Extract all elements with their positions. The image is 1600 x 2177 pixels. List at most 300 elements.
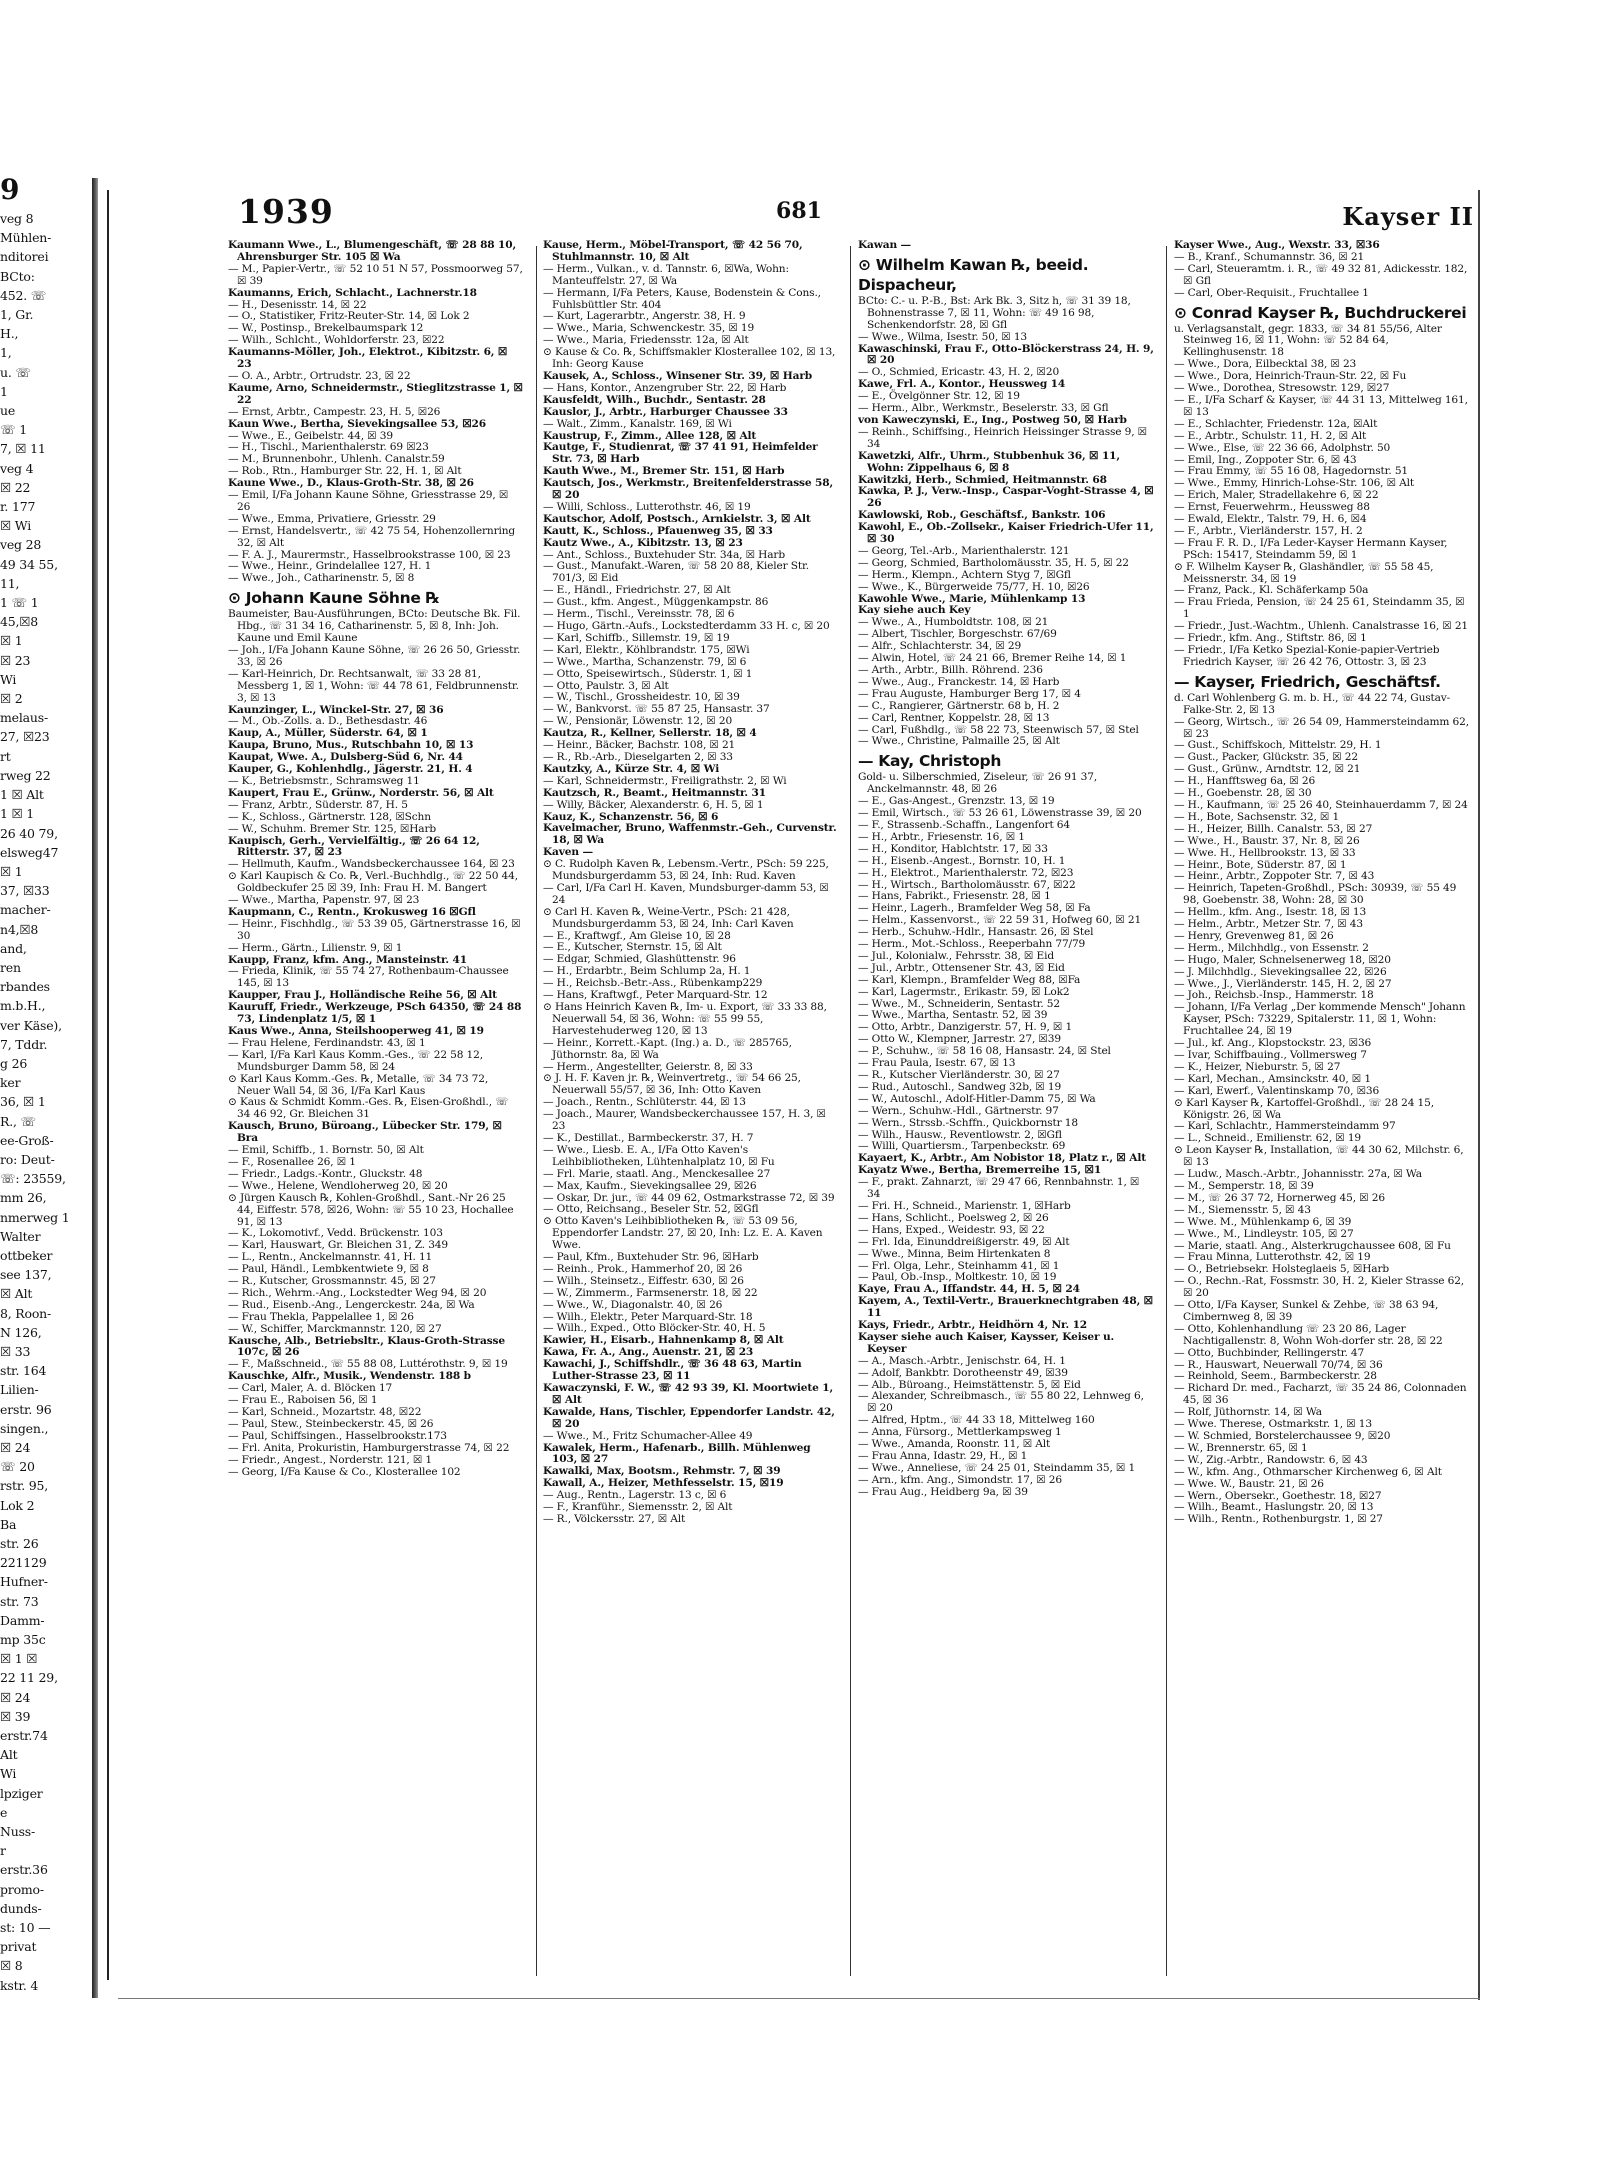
directory-entry: Kaven —: [543, 846, 593, 859]
directory-entry: — Max, Kaufm., Sievekingsallee 29, ☒26: [543, 1179, 757, 1192]
directory-entry: — E., Arbtr., Schulstr. 11, H. 2, ☒ Alt: [1174, 429, 1367, 442]
directory-entry: — Friedr., I/Fa Ketko Spezial-Konie-papier-Vertrieb Friedrich Kayser, ☏ 26 42 76, Ottostr. 3, ☒ 23: [1174, 644, 1440, 668]
directory-entry: — Frl. Anita, Prokuristin, Hamburgerstrasse 74, ☒ 22: [228, 1441, 510, 1454]
directory-entry: — Hans, Kraftwgf., Peter Marquard-Str. 12: [543, 989, 768, 1002]
directory-entry: Kayser Wwe., Aug., Wexstr. 33, ☒36: [1174, 240, 1380, 251]
directory-entry: — Ant., Schloss., Buxtehuder Str. 34a, ☒ Harb: [543, 548, 785, 561]
directory-entry: — Georg, I/Fa Kause & Co., Klosterallee 102: [228, 1465, 461, 1478]
facing-page-line: Mühlen-: [0, 230, 52, 246]
column-4: [1174, 240, 1470, 1980]
directory-entry: — W., Pensionär, Löwenstr. 12, ☒ 20: [543, 715, 733, 728]
directory-entry: — Wwe., Helene, Wendloherweg 20, ☒ 20: [228, 1179, 448, 1192]
directory-entry: — Frl. Olga, Lehr., Steinhamm 41, ☒ 1: [858, 1259, 1060, 1272]
directory-entry: — Wwe. Therese, Ostmarkstr. 1, ☒ 13: [1174, 1418, 1372, 1431]
directory-entry: — Henry, Grevenweg 81, ☒ 26: [1174, 929, 1334, 942]
directory-entry: — Herb., Schuhw.-Hdlr., Hansastr. 26, ☒ Stel: [858, 926, 1094, 939]
directory-entry: — Reinhold, Seem., Barmbeckerstr. 28: [1174, 1370, 1377, 1383]
facing-page-line: nditorei: [0, 249, 49, 265]
directory-entry: Kauper, G., Kohlenhdlg., Jägerstr. 21, H. 4: [228, 763, 473, 776]
directory-entry: — R., Kutscher Vierländerstr. 30, ☒ 27: [858, 1069, 1060, 1081]
directory-entry: — Aug., Rentn., Lagerstr. 13 c, ☒ 6: [543, 1489, 727, 1502]
directory-entry: Kawier, H., Eisarb., Hahnenkamp 8, ☒ Alt: [543, 1334, 784, 1347]
directory-entry: — R., Völckersstr. 27, ☒ Alt: [543, 1512, 686, 1525]
facing-page-line: BCto:: [0, 268, 35, 284]
directory-entry: ⊙ Karl Kaus Komm.-Ges. ℞, Metalle, ☏ 34 73 72, Neuer Wall 54, ☒ 36, I/Fa Karl Kaus: [228, 1072, 489, 1097]
directory-entry: Kayaert, K., Arbtr., Am Nobistor 18, Platz r., ☒ Alt: [858, 1152, 1146, 1165]
facing-page-line: ☏ 20: [0, 1459, 35, 1475]
directory-entry: — Gust., Grünw., Arndtstr. 12, ☒ 21: [1174, 763, 1361, 776]
directory-entry: Kaumanns, Erich, Schlacht., Lachnerstr.18: [228, 286, 477, 299]
directory-entry: — Friedr., kfm. Ang., Stiftstr. 86, ☒ 1: [1174, 632, 1367, 645]
facing-page-line: macher-: [0, 902, 51, 918]
directory-entry: — M., Ob.-Zolls. a. D., Bethesdastr. 46: [228, 715, 428, 728]
facing-page-line: erstr. 96: [0, 1401, 52, 1417]
facing-page-line: H.,: [0, 326, 19, 342]
directory-entry: — Wilh., Hausw., Reventlowstr. 2, ☒Gfl: [858, 1128, 1062, 1141]
directory-entry: Kautschor, Adolf, Postsch., Arnkielstr. 3, ☒ Alt: [543, 512, 811, 525]
facing-page-line: 22 11 29,: [0, 1670, 58, 1686]
directory-entry: — Heinr., Arbtr., Zoppoter Str. 7, ☒ 43: [1174, 870, 1375, 883]
directory-entry: — Herm., Milchhdlg., von Essenstr. 2: [1174, 941, 1369, 954]
directory-entry: — Herm., Gärtn., Lilienstr. 9, ☒ 1: [228, 941, 403, 954]
directory-entry: Kaunzinger, L., Winckel-Str. 27, ☒ 36: [228, 703, 444, 716]
facing-page-line: ☒ 1 ☒: [0, 1651, 38, 1667]
directory-entry: ⊙ Karl Kaupisch & Co. ℞, Verl.-Buchhdlg., ☏ 22 50 44, Goldbeckufer 25 ☒ 39, Inh: Frau H. M. Bangert: [228, 870, 518, 895]
directory-entry: — J. Milchhdlg., Sievekingsallee 22, ☒26: [1174, 965, 1387, 978]
directory-entry: — Oskar, Dr. jur., ☏ 44 09 62, Ostmarkstrasse 72, ☒ 39: [543, 1191, 835, 1204]
directory-entry: — K., Betriebsmstr., Schramsweg 11: [228, 774, 420, 787]
facing-page-line: privat: [0, 1939, 37, 1955]
directory-entry: Kawe, Frl. A., Kontor., Heussweg 14: [858, 378, 1066, 391]
directory-entry: Kaune Wwe., D., Klaus-Groth-Str. 38, ☒ 26: [228, 477, 474, 490]
directory-entry: — Marie, staatl. Ang., Alsterkrugchaussee 608, ☒ Fu: [1174, 1239, 1451, 1252]
directory-entry: — O., Betriebsekr. Holsteglaeis 5, ☒Harb: [1174, 1263, 1389, 1276]
directory-entry: — Hans, Kontor., Anzengruber Str. 22, ☒ Harb: [543, 381, 787, 394]
facing-page-line: ☏ 1: [0, 422, 27, 438]
directory-entry: — Otto, Speisewirtsch., Süderstr. 1, ☒ 1: [543, 667, 753, 680]
directory-entry: Kausek, A., Schloss., Winsener Str. 39, ☒ Harb: [543, 369, 813, 382]
directory-entry: Gold- u. Silberschmied, Ziseleur, ☏ 26 91 37, Anckelmannstr. 48, ☒ 26: [858, 771, 1098, 796]
directory-entry: Kaye, Frau A., Iffandstr. 44, H. 5, ☒ 24: [858, 1283, 1080, 1296]
page-year: 1939: [238, 192, 334, 231]
facing-page-line: g 26: [0, 1055, 28, 1071]
directory-entry: — Willi, Quartiersm., Tarpenbeckstr. 69: [858, 1140, 1066, 1153]
directory-entry: — Ernst, Feuerwehrm., Heussweg 88: [1174, 501, 1370, 514]
directory-entry: — Emil, Wirtsch., ☏ 53 26 61, Löwenstrasse 39, ☒ 20: [858, 807, 1142, 820]
directory-entry: Kaup, A., Müller, Süderstr. 64, ☒ 1: [228, 727, 428, 740]
directory-entry: ⊙ Jürgen Kausch ℞, Kohlen-Großhdl., Sant.-Nr 26 25 44, Eiffestr. 578, ☒26, Wohn: ☏ 55 10 23, Hochallee 91, ☒ 13: [228, 1191, 514, 1228]
directory-entry: — H., Bote, Sachsenstr. 32, ☒ 1: [1174, 810, 1340, 823]
directory-entry: — Wwe., Minna, Beim Hirtenkaten 8: [858, 1247, 1051, 1260]
directory-entry: — Wwe. W., Baustr. 21, ☒ 26: [1174, 1477, 1324, 1490]
facing-page-text: [0, 209, 95, 1995]
directory-entry: — Frau Emmy, ☏ 55 16 08, Hagedornstr. 51: [1174, 465, 1409, 478]
directory-entry: — E., Schlachter, Friedenstr. 12a, ☒Alt: [1174, 417, 1378, 430]
directory-entry: Kaupmann, C., Rentn., Krokusweg 16 ☒Gfl: [228, 905, 476, 918]
directory-entry: — Heinr., Bote, Süderstr. 87, ☒ 1: [1174, 858, 1347, 871]
directory-entry: ⊙ J. H. F. Kaven jr. ℞, Weinvertretg., ☏ 54 66 25, Neuerwall 55/57, ☒ 36, Inh: Otto Kaven: [543, 1072, 801, 1097]
directory-entry: — Frau Minna, Lutterothstr. 42, ☒ 19: [1174, 1251, 1371, 1264]
directory-entry: Kawitzki, Herb., Schmied, Heitmannstr. 68: [858, 473, 1107, 486]
directory-entry: — Karl, Klempn., Bramfelder Weg 88, ☒Fa: [858, 973, 1081, 986]
directory-entry: — H., Wirtsch., Bartholomäusstr. 67, ☒22: [858, 878, 1076, 891]
directory-entry: — O. A., Arbtr., Ortrudstr. 23, ☒ 22: [228, 369, 411, 382]
directory-entry: — Wwe., Emmy, Hinrich-Lohse-Str. 106, ☒ Alt: [1174, 477, 1414, 490]
directory-entry: — Wwe., Wilma, Isestr. 50, ☒ 13: [858, 330, 1027, 343]
facing-page-line: ver Käse),: [0, 1017, 62, 1033]
directory-entry: — H., Kaufmann, ☏ 25 26 40, Steinhauerdamm 7, ☒ 24: [1174, 798, 1468, 811]
directory-entry: — Georg, Tel.-Arb., Marienthalerstr. 121: [858, 544, 1070, 557]
directory-entry: — Gust., kfm. Angest., Müggenkampstr. 86: [543, 596, 769, 609]
directory-entry: — W., Brennerstr. 65, ☒ 1: [1174, 1441, 1308, 1454]
directory-entry: — W., Schiffer, Marckmannstr. 120, ☒ 27: [228, 1322, 442, 1335]
directory-entry: Kawa, Fr. A., Ang., Auenstr. 21, ☒ 23: [543, 1346, 754, 1359]
directory-entry: — H., Desenisstr. 14, ☒ 22: [228, 298, 367, 311]
directory-entry: — Wwe., M., Fritz Schumacher-Allee 49: [543, 1429, 753, 1442]
directory-entry: — Rob., Rtn., Hamburger Str. 22, H. 1, ☒ Alt: [228, 465, 462, 478]
directory-entry: Kawalek, Herm., Hafenarb., Billh. Mühlenweg 103, ☒ 27: [543, 1441, 811, 1466]
directory-entry: — Wwe., Anneliese, ☏ 24 25 01, Steindamm 35, ☒ 1: [858, 1461, 1136, 1474]
directory-entry: — Wwe., Dora, Eilbecktal 38, ☒ 23: [1174, 358, 1357, 371]
directory-entry: — Paul, Schiffsingen., Hasselbrookstr.173: [228, 1429, 447, 1442]
directory-entry: — L., Rentn., Anckelmannstr. 41, H. 11: [228, 1251, 433, 1264]
facing-page-line: 37, ☒33: [0, 883, 50, 899]
facing-page-line: melaus-: [0, 710, 48, 726]
directory-entry: ⊙ Hans Heinrich Kaven ℞, Im- u. Export, ☏ 33 33 88, Neuerwall 54, ☒ 36, Wohn: ☏ 55 99 55, Harvestehuderweg 120, ☒ 13: [543, 1001, 827, 1037]
directory-entry: — C., Rangierer, Gärtnerstr. 68 b, H. 2: [858, 699, 1060, 712]
facing-page-line: Walter: [0, 1228, 41, 1244]
directory-entry: — E., Händl., Friedrichstr. 27, ☒ Alt: [543, 584, 731, 597]
directory-entry: — Frl. Ida, Einunddreißigerstr. 49, ☒ Alt: [858, 1235, 1070, 1248]
directory-entry: Kausch, Bruno, Büroang., Lübecker Str. 179, ☒ Bra: [228, 1120, 502, 1145]
firm-display-entry: ⊙ Johann Kaune Söhne ℞: [228, 589, 440, 608]
directory-entry: — F., Rosenallee 26, ☒ 1: [228, 1155, 356, 1168]
facing-page-line: singen.,: [0, 1420, 49, 1436]
directory-entry: Kaupp, Franz, kfm. Ang., Mansteinstr. 41: [228, 953, 467, 966]
directory-entry: Kawaschinski, Frau F., Otto-Blöckerstrass 24, H. 9, ☒ 20: [858, 342, 1154, 367]
facing-page-line: promo-: [0, 1881, 44, 1897]
directory-entry: — Karl, Elektr., Köhlbrandstr. 175, ☒Wi: [543, 643, 750, 656]
directory-entry: — W., Autoschl., Adolf-Hitler-Damm 75, ☒ Wa: [858, 1092, 1096, 1105]
page-gutter-line: [107, 190, 109, 1980]
facing-page-line: ren: [0, 959, 21, 975]
directory-entry: — O., Statistiker, Fritz-Reuter-Str. 14, ☒ Lok 2: [228, 310, 470, 323]
directory-entry: — F. A. J., Maurermstr., Hasselbrookstrasse 100, ☒ 23: [228, 548, 511, 561]
directory-entry: — Ewald, Elektr., Talstr. 79, H. 6, ☒4: [1174, 513, 1367, 526]
column-3: [858, 240, 1154, 1980]
facing-page-line: ☒ Wi: [0, 518, 32, 534]
facing-page-line: dunds-: [0, 1900, 42, 1916]
facing-page-line: ue: [0, 403, 16, 419]
directory-entry: Kayatz Wwe., Bertha, Bremerreihe 15, ☒1: [858, 1164, 1102, 1177]
directory-entry: — Arn., kfm. Ang., Simondstr. 17, ☒ 26: [858, 1473, 1062, 1486]
firm-display-entry: ⊙ Wilhelm Kawan ℞, beeid. Dispacheur,: [858, 255, 1089, 294]
directory-entry: — Helm., Kassenvorst., ☏ 22 59 31, Hofweg 60, ☒ 21: [858, 914, 1142, 927]
directory-entry: — Ludw., Masch.-Arbtr., Johannisstr. 27a, ☒ Wa: [1174, 1168, 1422, 1181]
directory-entry: — Frl. Marie, staatl. Ang., Menckesallee 27: [543, 1167, 771, 1180]
firm-display-entry: — Kay, Christoph: [858, 752, 1002, 771]
directory-entry: — Rolf, Jüthornstr. 14, ☒ Wa: [1174, 1406, 1322, 1419]
directory-entry: — M., Siemensstr. 5, ☒ 43: [1174, 1203, 1311, 1216]
directory-entry: — K., Schloss., Gärtnerstr. 128, ☒Schn: [228, 810, 431, 823]
directory-entry: — E., Gas-Angest., Grenzstr. 13, ☒ 19: [858, 795, 1055, 808]
facing-page-line: ☒ 39: [0, 1708, 31, 1724]
directory-entry: — Hans, Schlicht., Poelsweg 2, ☒ 26: [858, 1211, 1049, 1224]
facing-page-line: str. 73: [0, 1593, 39, 1609]
directory-entry: — Frau E., Raboisen 56, ☒ 1: [228, 1394, 378, 1407]
directory-entry: — Wwe., Dorothea, Stresowstr. 129, ☒27: [1174, 382, 1390, 395]
directory-entry: — Wwe., Heinr., Grindelallee 127, H. 1: [228, 560, 432, 573]
directory-entry: — Frau Auguste, Hamburger Berg 17, ☒ 4: [858, 687, 1081, 700]
facing-page-line: kstr. 4: [0, 1977, 39, 1993]
directory-entry: — F., prakt. Zahnarzt, ☏ 29 47 66, Rennbahnstr. 1, ☒ 34: [858, 1176, 1140, 1201]
directory-entry: — Alwin, Hotel, ☏ 24 21 66, Bremer Reihe 14, ☒ 1: [858, 652, 1127, 665]
directory-entry: ⊙ C. Rudolph Kaven ℞, Lebensm.-Vertr., PSch: 59 225, Mundsburgerdamm 53, ☒ 24, Inh: Rud. Kaven: [543, 858, 829, 883]
directory-entry: Kavelmacher, Bruno, Waffenmstr.-Geh., Curvenstr. 18, ☒ Wa: [543, 822, 837, 847]
facing-page-line: Wi: [0, 671, 17, 687]
directory-entry: — Wwe. M., Mühlenkamp 6, ☒ 39: [1174, 1215, 1352, 1228]
directory-entry: — M., ☏ 26 37 72, Hornerweg 45, ☒ 26: [1174, 1191, 1385, 1204]
facing-page-line: 1, Gr.: [0, 307, 34, 323]
entry-columns: [228, 240, 1478, 1980]
directory-entry: — H., Konditor, Hablchtstr. 17, ☒ 33: [858, 842, 1048, 855]
directory-entry: — Otto, Reichsang., Beseler Str. 52, ☒Gfl: [543, 1203, 759, 1216]
directory-entry: — H., Heizer, Billh. Canalstr. 53, ☒ 27: [1174, 822, 1373, 835]
facing-page-line: n4,☒8: [0, 921, 39, 937]
directory-entry: — Franz, Arbtr., Süderstr. 87, H. 5: [228, 798, 408, 811]
directory-entry: — Wwe., W., Diagonalstr. 40, ☒ 26: [543, 1298, 723, 1311]
directory-entry: Kause, Herm., Möbel-Transport, ☏ 42 56 70, Stuhlmannstr. 10, ☒ Alt: [543, 240, 803, 263]
directory-entry: — H., Goebenstr. 28, ☒ 30: [1174, 787, 1312, 800]
directory-entry: — Herm., Albr., Werkmstr., Beselerstr. 33, ☒ Gfl: [858, 402, 1109, 415]
directory-entry: — Wwe., M., Schneiderin, Sentastr. 52: [858, 997, 1060, 1010]
directory-entry: — Georg, Schmied, Bartholomäusstr. 35, H. 5, ☒ 22: [858, 556, 1129, 569]
facing-page-line: ro: Deut-: [0, 1151, 55, 1167]
facing-page-line: 36, ☒ 1: [0, 1094, 46, 1110]
facing-page-line: Damm-: [0, 1612, 45, 1628]
directory-entry: — Reinh., Schiffsing., Heinrich Heissinger Strasse 9, ☒ 34: [858, 425, 1148, 450]
directory-entry: — M., Brunnenbohr., Uhlenh. Canalstr.59: [228, 453, 445, 466]
directory-entry: — Kurt, Lagerarbtr., Angerstr. 38, H. 9: [543, 310, 746, 323]
directory-entry: Kauslor, J., Arbtr., Harburger Chaussee 33: [543, 405, 788, 418]
directory-entry: — H., Erdarbtr., Beim Schlump 2a, H. 1: [543, 965, 751, 978]
facing-page-line: 7, Tddr.: [0, 1036, 48, 1052]
facing-page-line: m.b.H.,: [0, 998, 46, 1014]
directory-entry: — Willi, Schloss., Lutterothstr. 46, ☒ 19: [543, 500, 751, 513]
page-spine-shadow: [92, 178, 98, 1998]
directory-entry: Kaupat, Wwe. A., Dulsberg-Süd 6, Nr. 44: [228, 751, 463, 764]
directory-entry: — Wwe., Martha, Papenstr. 97, ☒ 23: [228, 894, 420, 907]
directory-entry: — Frieda, Klinik, ☏ 55 74 27, Rothenbaum-Chaussee 145, ☒ 13: [228, 965, 509, 990]
directory-entry: Kawaczynski, F. W., ☏ 42 93 39, Kl. Moortwiete 1, ☒ Alt: [543, 1382, 833, 1406]
directory-entry: — M., Semperstr. 18, ☒ 39: [1174, 1179, 1314, 1192]
directory-entry: — O., Schmied, Ericastr. 43, H. 2, ☒20: [858, 366, 1060, 379]
directory-entry: — Karl-Heinrich, Dr. Rechtsanwalt, ☏ 33 28 81, Messberg 1, ☒ 1, Wohn: ☏ 44 78 61, Feldbrunnenstr. 3, ☒ 13: [228, 667, 519, 704]
directory-entry: — Hans, Fabrikt., Friesenstr. 28, ☒ 1: [858, 890, 1051, 903]
facing-page-line: st: 10 —: [0, 1920, 51, 1936]
directory-entry: — Frau Anna, Idastr. 29, H., ☒ 1: [858, 1450, 1028, 1462]
firm-display-entry: — Kayser, Friedrich, Geschäftsf.: [1174, 672, 1441, 691]
directory-entry: Kays, Friedr., Arbtr., Heidhörn 4, Nr. 12: [858, 1319, 1088, 1332]
facing-page-line: e: [0, 1804, 8, 1820]
directory-entry: — Wwe., Martha, Schanzenstr. 79, ☒ 6: [543, 655, 747, 668]
facing-page-line: ☒ 2: [0, 691, 23, 707]
directory-entry: — Wwe., Aug., Franckestr. 14, ☒ Harb: [858, 675, 1060, 688]
directory-entry: — Wilh., Elektr., Peter Marquard-Str. 18: [543, 1310, 753, 1323]
directory-entry: — Wilh., Rentn., Rothenburgstr. 1, ☒ 27: [1174, 1513, 1383, 1526]
directory-entry: — Jul., Kolonialw., Fehrsstr. 38, ☒ Eid: [858, 949, 1054, 962]
directory-entry: ⊙ Kaus & Schmidt Komm.-Ges. ℞, Eisen-Großhdl., ☏ 34 46 92, Gr. Bleichen 31: [228, 1096, 509, 1121]
directory-entry: — L., Schneid., Emilienstr. 62, ☒ 19: [1174, 1132, 1361, 1145]
facing-page-line: r: [0, 1843, 6, 1859]
facing-page-year-fragment: 9: [0, 175, 20, 206]
directory-entry: Baumeister, Bau-Ausführungen, BCto: Deutsche Bk. Fil. Hbg., ☏ 31 34 16, Catharinenstr. 5, ☒ 8, Inh: Joh. Kaune und Emil Kaune: [228, 608, 521, 645]
directory-entry: Kaun Wwe., Bertha, Sievekingsallee 53, ☒26: [228, 417, 486, 430]
facing-page-line: ☒ 24: [0, 1689, 31, 1705]
facing-page-line: r. 177: [0, 499, 36, 515]
facing-page-line: ☒ 8: [0, 1958, 23, 1974]
facing-page-line: mm 26,: [0, 1190, 47, 1206]
directory-entry: ⊙ Kause & Co. ℞, Schiffsmakler Klosterallee 102, ☒ 13, Inh: Georg Kause: [543, 346, 836, 371]
column-divider: [536, 246, 537, 1976]
facing-page-line: ker: [0, 1075, 21, 1091]
directory-entry: — Wern., Obersekr., Goethestr. 18, ☒27: [1174, 1489, 1382, 1502]
directory-entry: — Emil, Ing., Zoppoter Str. 6, ☒ 43: [1174, 453, 1357, 466]
directory-entry: — H., Eisenb.-Angest., Bornstr. 10, H. 1: [858, 854, 1066, 867]
directory-entry: — Joh., Reichsb.-Insp., Hammerstr. 18: [1174, 989, 1374, 1002]
directory-entry: — H., Arbtr., Friesenstr. 16, ☒ 1: [858, 830, 1025, 843]
directory-entry: — E., I/Fa Scharf & Kayser, ☏ 44 31 13, Mittelweg 161, ☒ 13: [1174, 393, 1468, 418]
column-divider: [1166, 246, 1167, 1976]
directory-entry: — Gust., Schiffskoch, Mittelstr. 29, H. 1: [1174, 739, 1382, 752]
facing-page-line: Nuss-: [0, 1824, 36, 1840]
directory-entry: — Karl, I/Fa Karl Kaus Komm.-Ges., ☏ 22 58 12, Mundsburger Damm 58, ☒ 24: [228, 1048, 483, 1073]
directory-entry: Kaumanns-Möller, Joh., Elektrot., Kibitzstr. 6, ☒ 23: [228, 346, 508, 371]
directory-entry: Kawohl, E., Ob.-Zollsekr., Kaiser Friedrich-Ufer 11, ☒ 30: [858, 521, 1154, 546]
facing-page-line: see 137,: [0, 1267, 52, 1283]
facing-page-line: rstr. 95,: [0, 1478, 49, 1494]
directory-entry: — Walt., Zimm., Kanalstr. 169, ☒ Wi: [543, 417, 732, 430]
directory-entry: Kaume, Arno, Schneidermstr., Stieglitzstrasse 1, ☒ 22: [228, 381, 523, 406]
directory-entry: — Otto W., Klempner, Jarrestr. 27, ☒39: [858, 1033, 1061, 1046]
directory-entry: — O., Rechn.-Rat, Fossmstr. 30, H. 2, Kieler Strasse 62, ☒ 20: [1174, 1275, 1464, 1300]
directory-entry: — Hugo, Gärtn.-Aufs., Lockstedterdamm 33 H. c, ☒ 20: [543, 620, 830, 632]
directory-entry: — M., Papier-Vertr., ☏ 52 10 51 N 57, Possmoorweg 57, ☒ 39: [228, 262, 523, 287]
facing-page-line: 11,: [0, 575, 20, 591]
facing-page-line: str. 164: [0, 1363, 47, 1379]
directory-entry: — Otto, Buchbinder, Rellingerstr. 47: [1174, 1346, 1365, 1359]
directory-entry: — Friedr., Angest., Norderstr. 121, ☒ 1: [228, 1453, 433, 1466]
facing-page-line: 1 ☒ 1: [0, 806, 35, 822]
directory-entry: — W., Tischl., Grossheidestr. 10, ☒ 39: [543, 691, 740, 704]
facing-page-line: veg 4: [0, 460, 34, 476]
directory-entry: — Friedr., Ladgs.-Kontr., Gluckstr. 48: [228, 1167, 423, 1180]
directory-entry: — Paul, Kfm., Buxtehuder Str. 96, ☒Harb: [543, 1251, 759, 1264]
facing-page-line: rbandes: [0, 979, 50, 995]
directory-entry: — Karl, Lagermstr., Erikastr. 59, ☒ Lok2: [858, 985, 1070, 998]
directory-entry: — W., Bankvorst. ☏ 55 87 25, Hansastr. 37: [543, 703, 770, 716]
directory-entry: — Carl, Ober-Requisit., Fruchtallee 1: [1174, 286, 1369, 299]
directory-entry: — Ivar, Schiffbauing., Vollmersweg 7: [1174, 1049, 1367, 1061]
facing-page-line: elsweg47: [0, 844, 59, 860]
directory-entry: — Karl, Schneidermstr., Freiligrathstr. 2, ☒ Wi: [543, 774, 787, 787]
directory-entry: — Wilh., Exped., Otto Blöcker-Str. 40, H. 5: [543, 1322, 766, 1335]
directory-entry: Kaus Wwe., Anna, Steilshooperweg 41, ☒ 19: [228, 1025, 484, 1037]
running-head: Kayser II: [1342, 202, 1474, 231]
directory-entry: Kaupa, Bruno, Mus., Rutschbahn 10, ☒ 13: [228, 739, 474, 752]
directory-entry: — P., Schuhw., ☏ 58 16 08, Hansastr. 24, ☒ Stel: [858, 1045, 1111, 1058]
facing-page-line: ee-Groß-: [0, 1132, 54, 1148]
facing-page-line: Alt: [0, 1747, 18, 1763]
facing-page-line: nmerweg 1: [0, 1209, 70, 1225]
directory-entry: — H., Elektrot., Marienthalerstr. 72, ☒23: [858, 866, 1074, 879]
directory-entry: — Wwe., Christine, Palmaille 25, ☒ Alt: [858, 735, 1060, 748]
directory-entry: — Rud., Autoschl., Sandweg 32b, ☒ 19: [858, 1080, 1062, 1093]
directory-entry: — Wwe., Maria, Schwenckestr. 35, ☒ 19: [543, 322, 755, 335]
directory-entry: — Georg, Wirtsch., ☏ 26 54 09, Hammersteindamm 62, ☒ 23: [1174, 715, 1469, 740]
directory-entry: ⊙ Karl Kayser ℞, Kartoffel-Großhdl., ☏ 28 24 15, Königstr. 26, ☒ Wa: [1174, 1096, 1434, 1121]
facing-page-line: 1 ☏ 1: [0, 595, 39, 611]
directory-entry: — Alfred, Hptm., ☏ 44 33 18, Mittelweg 160: [858, 1414, 1095, 1427]
directory-entry: — Alfr., Schlachterstr. 34, ☒ 29: [858, 640, 1022, 653]
directory-entry: Kauschke, Alfr., Musik., Wendenstr. 188 b: [228, 1370, 471, 1383]
facing-page-line: N 126,: [0, 1324, 42, 1340]
directory-entry: — W., kfm. Ang., Othmarscher Kirchenweg 6, ☒ Alt: [1174, 1465, 1442, 1478]
directory-entry: — Rud., Eisenb.-Ang., Lengerckestr. 24a, ☒ Wa: [228, 1298, 475, 1311]
column-2: [543, 240, 839, 1980]
directory-entry: — Alexander, Schreibmasch., ☏ 55 80 22, Lehnweg 6, ☒ 20: [858, 1390, 1144, 1415]
facing-page-line: and,: [0, 940, 27, 956]
directory-entry: — Herm., Tischl., Vereinsstr. 78, ☒ 6: [543, 608, 735, 621]
directory-entry: — Joach., Rentn., Schlüterstr. 44, ☒ 13: [543, 1096, 746, 1109]
directory-entry: — Carl, Fußhdlg., ☏ 58 22 73, Steenwisch 57, ☒ Stel: [858, 723, 1139, 736]
directory-entry: — Wwe., Dora, Heinrich-Traun-Str. 22, ☒ Fu: [1174, 370, 1407, 383]
facing-page-line: u. ☏: [0, 364, 31, 380]
facing-page-line: mp 35c: [0, 1632, 46, 1648]
facing-page-line: str. 26: [0, 1536, 39, 1552]
facing-page-line: ☒ 1: [0, 633, 23, 649]
directory-entry: — Joh., I/Fa Johann Kaune Söhne, ☏ 26 26 50, Griesstr. 33, ☒ 26: [228, 644, 521, 668]
directory-entry: — B., Kranf., Schumannstr. 36, ☒ 21: [1174, 250, 1365, 263]
directory-entry: — Wwe., Martha, Sentastr. 52, ☒ 39: [858, 1009, 1048, 1022]
directory-entry: — W. Schmied, Borstelerchaussee 9, ☒20: [1174, 1430, 1391, 1442]
directory-entry: — Wwe., Joh., Catharinenstr. 5, ☒ 8: [228, 572, 415, 585]
directory-entry: Kautzky, A., Kürze Str. 4, ☒ Wi: [543, 762, 720, 775]
directory-entry: — E., Övelgönner Str. 12, ☒ 19: [858, 390, 1020, 403]
directory-entry: — Ernst, Arbtr., Campestr. 23, H. 5, ☒26: [228, 405, 441, 418]
directory-entry: Kawetzki, Alfr., Uhrm., Stubbenhuk 36, ☒ 11, Wohn: Zippelhaus 6, ☒ 8: [858, 449, 1120, 474]
facing-page-line: erstr.36: [0, 1862, 48, 1878]
directory-entry: — Paul, Ob.-Insp., Moltkestr. 10, ☒ 19: [858, 1271, 1057, 1284]
directory-entry: — Wern., Schuhw.-Hdl., Gärtnerstr. 97: [858, 1104, 1059, 1117]
facing-page-line: R., ☏: [0, 1113, 36, 1129]
directory-entry: — Reinh., Prok., Hammerhof 20, ☒ 26: [543, 1262, 743, 1275]
directory-entry: — Rich., Wehrm.-Ang., Lockstedter Weg 94, ☒ 20: [228, 1286, 487, 1299]
directory-entry: Kauruff, Friedr., Werkzeuge, PSch 64350, ☏ 24 88 73, Lindenplatz 1/5, ☒ 1: [228, 1001, 522, 1026]
facing-page-line: Ba: [0, 1516, 17, 1532]
facing-page-line: ☏: 23559,: [0, 1171, 66, 1187]
firm-display-entry: ⊙ Conrad Kayser ℞, Buchdruckerei: [1174, 303, 1467, 322]
directory-entry: — F., Strassenb.-Schaffn., Langenfort 64: [858, 818, 1070, 831]
facing-page-line: 7, ☒ 11: [0, 441, 46, 457]
directory-entry: — Johann, I/Fa Verlag „Der kommende Mensch" Johann Kayser, PSch: 73229, Spitalerstr. 11, ☒ 1, Wohn: Fruchtallee 24, ☒ 19: [1174, 1001, 1466, 1038]
directory-entry: — Adolf, Bankbtr. Dorotheenstr 49, ☒39: [858, 1366, 1068, 1379]
facing-page-line: Hufner-: [0, 1574, 48, 1590]
directory-entry: — Wwe., Liesb. E. A., I/Fa Otto Kaven's Leihbibliotheken, Lühtenhalplatz 10, ☒ Fu: [543, 1143, 775, 1168]
directory-entry: — Franz, Pack., Kl. Schäferkamp 50a: [1174, 584, 1369, 597]
directory-page: [118, 192, 1480, 1992]
directory-entry: — Erich, Maler, Stradellakehre 6, ☒ 22: [1174, 489, 1379, 502]
